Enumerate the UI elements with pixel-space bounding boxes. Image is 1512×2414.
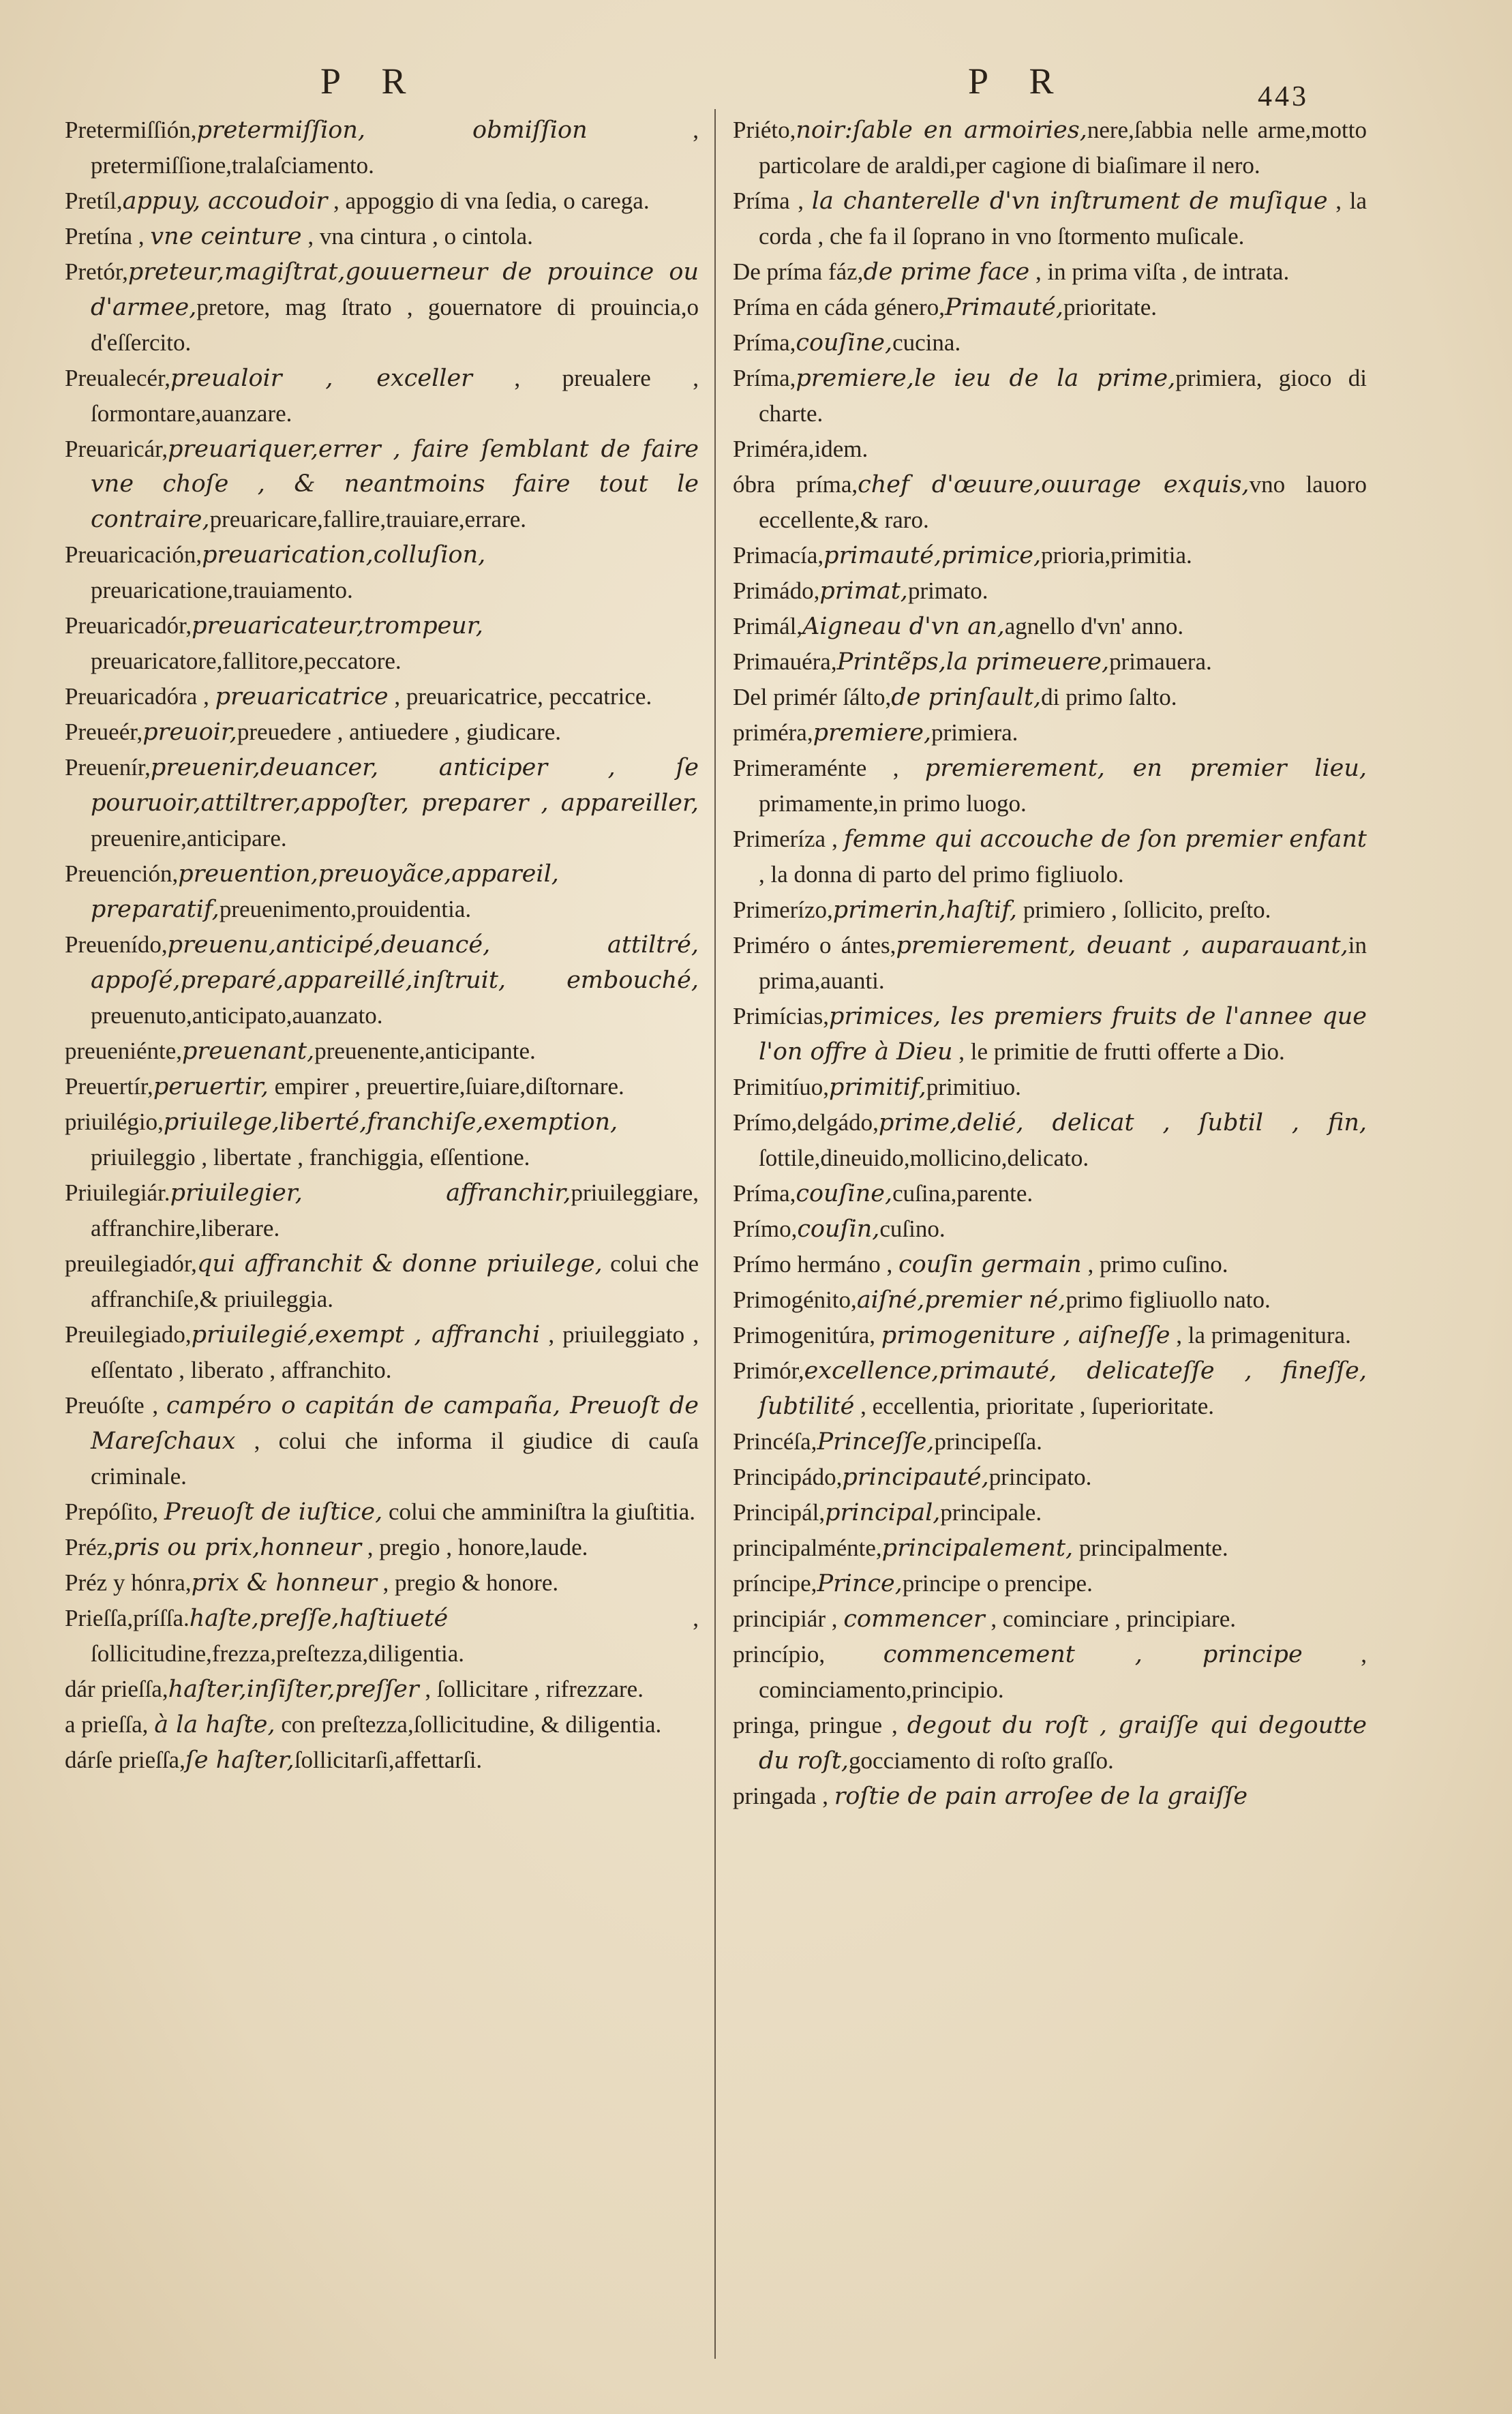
french-gloss: campéro o capitán de campaña, Preuoſt de Mareſchaux xyxy=(91,1392,699,1455)
french-gloss: couſine, xyxy=(796,329,893,357)
italian-gloss: , ſollicitudine,frezza,preſtezza,diligentia. xyxy=(91,1605,699,1667)
dictionary-entry xyxy=(733,1105,1367,1176)
french-gloss: peruertir, xyxy=(153,1073,269,1100)
dictionary-entry xyxy=(65,112,699,183)
dictionary-entry xyxy=(733,432,1367,467)
headword: Primór, xyxy=(733,1357,804,1384)
dictionary-entry xyxy=(65,1175,699,1246)
french-gloss: primauté,primice, xyxy=(823,542,1042,569)
headword: De príma fáz, xyxy=(733,258,864,285)
french-gloss: premiere, xyxy=(813,719,932,746)
italian-gloss: primiera, gioco di charte. xyxy=(759,365,1367,427)
dictionary-entry xyxy=(733,892,1367,928)
dictionary-entry xyxy=(733,1070,1367,1105)
french-gloss: primat, xyxy=(819,577,908,605)
french-gloss: primitif, xyxy=(829,1074,926,1101)
italian-gloss: colui che amminiſtra la giuſtitia. xyxy=(382,1498,695,1525)
italian-gloss: , la corda , che fa il ſoprano in vno ſtormento muſicale. xyxy=(759,187,1367,250)
french-gloss: preuoir, xyxy=(142,719,237,746)
headword: Pretína , xyxy=(65,223,151,250)
french-gloss: à la haſte, xyxy=(154,1711,275,1738)
italian-gloss: cucina. xyxy=(892,329,961,356)
italian-gloss: primitiuo. xyxy=(926,1074,1021,1100)
headword: Prepóſito, xyxy=(65,1498,164,1525)
french-gloss: preteur,magiſtrat,gouuerneur de prouince ou d'armee, xyxy=(91,258,699,321)
headword: Préz y hónra, xyxy=(65,1569,192,1596)
italian-gloss: , le primitie de frutti offerte a Dio. xyxy=(952,1038,1285,1065)
headword: Primerízo, xyxy=(733,896,833,923)
dictionary-entry xyxy=(733,1247,1367,1282)
dictionary-entry xyxy=(65,1034,699,1069)
french-gloss: de prinſault, xyxy=(891,684,1042,711)
dictionary-entry xyxy=(733,1566,1367,1601)
french-gloss: principauté, xyxy=(842,1464,989,1491)
dictionary-entry xyxy=(733,1176,1367,1211)
italian-gloss: , primo cuſino. xyxy=(1081,1251,1228,1278)
header-right: P R xyxy=(968,61,1070,102)
headword: Priméro o ántes, xyxy=(733,932,896,959)
italian-gloss: vno lauoro eccellente,& raro. xyxy=(759,471,1367,533)
dictionary-entry xyxy=(65,183,699,219)
french-gloss: prix & honneur xyxy=(191,1569,377,1597)
dictionary-entry xyxy=(733,680,1367,715)
italian-gloss: , preuaricatrice, peccatrice. xyxy=(388,683,652,710)
dictionary-entry xyxy=(65,1707,699,1742)
headword: Pretór, xyxy=(65,258,128,285)
dictionary-entry xyxy=(733,1353,1367,1424)
italian-gloss: ſottile,dineuido,mollicino,delicato. xyxy=(759,1145,1089,1171)
dictionary-entry xyxy=(65,1601,699,1672)
italian-gloss: preuenimento,prouidentia. xyxy=(219,896,472,922)
headword: príncipe, xyxy=(733,1570,817,1597)
dictionary-entry xyxy=(65,1069,699,1104)
left-column xyxy=(65,112,699,1778)
french-gloss: preuaricateur,trompeur, xyxy=(192,612,483,639)
headword: pringa, pringue , xyxy=(733,1712,907,1738)
dictionary-entry xyxy=(65,1672,699,1707)
headword: pringada , xyxy=(733,1783,834,1809)
dictionary-entry xyxy=(733,1318,1367,1353)
french-gloss: priuilege,liberté,franchiſe,exemption, xyxy=(163,1108,618,1136)
french-gloss: principalement, xyxy=(881,1535,1074,1562)
headword: Príma, xyxy=(733,365,796,391)
italian-gloss: in prima,auanti. xyxy=(759,932,1367,994)
french-gloss: haſte,preſſe,haſtiueté xyxy=(189,1605,449,1632)
headword: Príma, xyxy=(733,329,796,356)
headword: priuilégio, xyxy=(65,1108,164,1135)
french-gloss: couſin germain xyxy=(898,1251,1082,1278)
dictionary-entry xyxy=(65,219,699,254)
italian-gloss: , vna cintura , o cintola. xyxy=(301,223,533,250)
italian-gloss: ſollicitarſi,affettarſi. xyxy=(294,1747,483,1773)
italian-gloss: , pregio , honore,laude. xyxy=(361,1534,588,1560)
french-gloss: preuention,preuoyãce,appareil, preparatif, xyxy=(91,860,559,923)
french-gloss: noir:ſable en armoiries, xyxy=(796,117,1087,144)
italian-gloss: cuſina,parente. xyxy=(892,1180,1033,1207)
french-gloss: chef d'œuure,ouurage exquis, xyxy=(858,471,1250,498)
dictionary-entry xyxy=(65,1565,699,1601)
dictionary-entry xyxy=(65,1317,699,1388)
french-gloss: Printẽps,la primeuere, xyxy=(836,648,1110,676)
italian-gloss: pretore, mag ſtrato , gouernatore di prouincia,o d'eſſercito. xyxy=(91,294,699,356)
italian-gloss: principeſſa. xyxy=(934,1428,1042,1455)
headword: Príma , xyxy=(733,187,812,214)
french-gloss: preuenir,deuancer, anticiper , ſe pouruoir,attiltrer,appoſter, preparer , appareiller, xyxy=(91,754,699,817)
italian-gloss: cuſino. xyxy=(879,1216,946,1242)
headword: Preuaricadóra , xyxy=(65,683,215,710)
headword: Primádo, xyxy=(733,577,820,604)
french-gloss: de prime face xyxy=(863,258,1030,286)
dictionary-entry xyxy=(733,928,1367,999)
italian-gloss: primiero , ſollicito, preſto. xyxy=(1017,896,1271,923)
dictionary-entry xyxy=(733,1460,1367,1495)
dictionary-entry xyxy=(65,1494,699,1530)
italian-gloss: principalmente. xyxy=(1073,1535,1228,1561)
headword: Prímo hermáno , xyxy=(733,1251,899,1278)
dictionary-entry xyxy=(65,856,699,927)
french-gloss: ſe haſter, xyxy=(185,1747,294,1774)
dictionary-entry xyxy=(733,467,1367,538)
dictionary-entry xyxy=(733,751,1367,821)
french-gloss: premierement, en premier lieu, xyxy=(924,755,1367,782)
french-gloss: pris ou prix,honneur xyxy=(112,1534,361,1561)
italian-gloss: prioritate. xyxy=(1063,294,1157,320)
dictionary-entry xyxy=(733,1637,1367,1708)
italian-gloss: primamente,in primo luogo. xyxy=(759,790,1027,817)
italian-gloss: priuileggio , libertate , franchiggia, eſſentione. xyxy=(91,1144,530,1171)
dictionary-entry xyxy=(733,290,1367,325)
headword: Priméra, xyxy=(733,436,815,462)
headword: Primogénito, xyxy=(733,1286,857,1313)
headword: Preuenír, xyxy=(65,754,151,781)
column-divider xyxy=(714,109,716,2359)
italian-gloss: , la donna di parto del primo figliuolo. xyxy=(759,861,1124,888)
french-gloss: haſter,inſiſter,preſſer xyxy=(168,1676,419,1703)
italian-gloss: principale. xyxy=(940,1499,1042,1526)
french-gloss: qui affranchit & donne priuilege, xyxy=(196,1250,603,1278)
headword: principiár , xyxy=(733,1605,844,1632)
dictionary-entry xyxy=(65,432,699,537)
french-gloss: degout du roſt , graiſſe qui degoutte du roſt, xyxy=(759,1712,1367,1775)
headword: dárſe prieſſa, xyxy=(65,1747,185,1773)
headword: priméra, xyxy=(733,719,813,746)
headword: preueniénte, xyxy=(65,1038,182,1064)
dictionary-entry xyxy=(733,1424,1367,1460)
dictionary-entry xyxy=(733,1530,1367,1566)
italian-gloss: priuileggiare, affranchire,liberare. xyxy=(91,1179,699,1241)
french-gloss: Aigneau d'vn an, xyxy=(802,613,1005,640)
headword: Principádo, xyxy=(733,1464,843,1490)
french-gloss: commencer xyxy=(843,1605,985,1633)
headword: Primeraménte , xyxy=(733,755,925,781)
dictionary-entry xyxy=(65,537,699,608)
french-gloss: principal, xyxy=(825,1499,941,1526)
french-gloss: couſin, xyxy=(797,1216,880,1243)
french-gloss: preuariquer,errer , faire ſemblant de faire vne choſe , & neantmoins faire tout le contraire, xyxy=(91,436,699,533)
headword: Primícias, xyxy=(733,1003,829,1029)
french-gloss: primogeniture , aiſneſſe xyxy=(881,1322,1170,1349)
headword: Preualecér, xyxy=(65,365,171,391)
dictionary-entry xyxy=(733,1282,1367,1318)
french-gloss: pretermiſſion, obmiſſion xyxy=(196,117,588,144)
headword: Preuóſte , xyxy=(65,1392,166,1419)
dictionary-entry xyxy=(733,325,1367,361)
italian-gloss: principe o prencipe. xyxy=(902,1570,1093,1597)
dictionary-entry xyxy=(65,608,699,679)
french-gloss: couſine, xyxy=(796,1180,893,1207)
headword: Priuilegiár. xyxy=(65,1179,170,1206)
italian-gloss: di primo ſalto. xyxy=(1041,684,1177,710)
headword: dár prieſſa, xyxy=(65,1676,168,1702)
italian-gloss: , priuileggiato , eſſentato , liberato , affranchito. xyxy=(91,1321,699,1383)
right-column xyxy=(733,112,1367,1814)
headword: Preueér, xyxy=(65,719,143,745)
italian-gloss: preuenuto,anticipato,auanzato. xyxy=(91,1002,383,1029)
italian-gloss: colui che affranchiſe,& priuileggia. xyxy=(91,1250,699,1312)
italian-gloss: , ſollicitare , rifrezzare. xyxy=(419,1676,644,1702)
headword: preuilegiadór, xyxy=(65,1250,197,1277)
page-number: 443 xyxy=(1258,81,1309,112)
italian-gloss: , eccellentia, prioritate , ſuperioritate. xyxy=(854,1393,1214,1419)
italian-gloss: , colui che informa il giudice di cauſa criminale. xyxy=(91,1428,699,1490)
headword: princípio, xyxy=(733,1641,883,1668)
italian-gloss: preuaricatore,fallitore,peccatore. xyxy=(91,648,402,674)
dictionary-entry xyxy=(733,573,1367,609)
french-gloss: la chanterelle d'vn inſtrument de muſique xyxy=(811,187,1328,215)
headword: Primeríza , xyxy=(733,826,844,852)
dictionary-entry xyxy=(733,112,1367,183)
headword: óbra príma, xyxy=(733,471,858,498)
dictionary-entry xyxy=(733,183,1367,254)
french-gloss: priuilegié,exempt , affranchi xyxy=(191,1321,541,1348)
french-gloss: primices, les premiers fruits de l'annee que l'on offre à Dieu xyxy=(759,1003,1367,1066)
headword: Preuaricár, xyxy=(65,436,168,462)
dictionary-entry xyxy=(65,254,699,361)
french-gloss: excellence,primauté, delicateſſe , fineſſe, ſubtilité xyxy=(759,1357,1367,1420)
french-gloss: Princeſſe, xyxy=(817,1428,935,1455)
headword: a prieſſa, xyxy=(65,1711,155,1738)
headword: Pretermiſſión, xyxy=(65,117,197,143)
french-gloss: Preuoſt de iuſtice, xyxy=(164,1498,383,1526)
italian-gloss: preuenente,anticipante. xyxy=(314,1038,536,1064)
french-gloss: premiere,le ieu de la prime, xyxy=(796,365,1176,392)
dictionary-entry xyxy=(733,1601,1367,1637)
headword: Pretíl, xyxy=(65,187,123,214)
dictionary-entry xyxy=(65,714,699,750)
french-gloss: Prince, xyxy=(817,1570,903,1597)
italian-gloss: agnello d'vn' anno. xyxy=(1004,613,1184,639)
headword: Del primér ſálto, xyxy=(733,684,892,710)
french-gloss: preuenant, xyxy=(182,1038,315,1065)
running-header xyxy=(0,53,1512,112)
headword: Primál, xyxy=(733,613,803,639)
italian-gloss: nere,ſabbia nelle arme,motto particolare de araldi,per cagione di biaſimare il nero. xyxy=(759,117,1367,179)
italian-gloss: , pretermiſſione,tralaſciamento. xyxy=(91,117,699,179)
dictionary-entry xyxy=(733,254,1367,290)
french-gloss: appuy, accoudoir xyxy=(122,187,328,215)
headword: Primauéra, xyxy=(733,648,837,675)
dictionary-entry xyxy=(65,750,699,856)
italian-gloss: , preualere , ſormontare,auanzare. xyxy=(91,365,699,427)
italian-gloss: , appoggio di vna ſedia, o carega. xyxy=(327,187,650,214)
dictionary-entry xyxy=(65,1388,699,1494)
french-gloss: preuaricatrice xyxy=(215,683,389,710)
dictionary-entry xyxy=(65,1742,699,1778)
headword: Primacía, xyxy=(733,542,824,569)
dictionary-entry xyxy=(733,821,1367,892)
italian-gloss: gocciamento di roſto graſſo. xyxy=(849,1747,1114,1774)
italian-gloss: primato. xyxy=(907,577,988,604)
french-gloss: preuarication,colluſion, xyxy=(202,541,486,569)
headword: Préz, xyxy=(65,1534,113,1560)
italian-gloss: , in prima viſta , de intrata. xyxy=(1029,258,1290,285)
dictionary-entry xyxy=(733,999,1367,1070)
headword: Prímo,delgádo, xyxy=(733,1109,879,1136)
headword: Preuenído, xyxy=(65,931,168,958)
headword: Preuención, xyxy=(65,860,179,887)
dictionary-entry xyxy=(733,715,1367,751)
italian-gloss: preuaricatione,trauiamento. xyxy=(91,577,353,603)
headword: Príma en cáda género, xyxy=(733,294,945,320)
headword: Príma, xyxy=(733,1180,796,1207)
headword: Prieſſa,príſſa. xyxy=(65,1605,190,1631)
french-gloss: roſtie de pain arroſee de la graiſſe xyxy=(834,1783,1248,1810)
headword: Princéſa, xyxy=(733,1428,817,1455)
dictionary-entry xyxy=(733,1211,1367,1247)
dictionary-entry xyxy=(733,1495,1367,1530)
french-gloss: femme qui accouche de ſon premier enfant xyxy=(843,826,1367,853)
italian-gloss: empirer , preuertire,ſuiare,diſtornare. xyxy=(268,1073,624,1100)
dictionary-entry xyxy=(65,1530,699,1565)
italian-gloss: , la primagenitura. xyxy=(1170,1322,1351,1348)
headword: Principál, xyxy=(733,1499,826,1526)
headword: Primogenitúra, xyxy=(733,1322,881,1348)
dictionary-entry xyxy=(65,927,699,1034)
dictionary-entry xyxy=(733,538,1367,573)
dictionary-entry xyxy=(733,1779,1367,1814)
french-gloss: primerin,haſtif, xyxy=(832,896,1018,924)
dictionary-entry xyxy=(733,644,1367,680)
headword: Preuaricadór, xyxy=(65,612,192,639)
french-gloss: aiſné,premier né, xyxy=(856,1286,1066,1314)
dictionary-entry xyxy=(65,679,699,714)
headword: Preuilegiado, xyxy=(65,1321,192,1348)
italian-gloss: preuedere , antiuedere , giudicare. xyxy=(237,719,562,745)
italian-gloss: primiera. xyxy=(931,719,1018,746)
dictionary-entry xyxy=(65,361,699,432)
header-left: P R xyxy=(320,61,423,102)
french-gloss: preuenu,anticipé,deuancé, attiltré, appoſé,preparé,appareillé,inſtruit, embouché, xyxy=(91,931,699,994)
dictionary-entry xyxy=(733,361,1367,432)
headword: Preuertír, xyxy=(65,1073,153,1100)
dictionary-entry xyxy=(733,1708,1367,1779)
headword: Primitíuo, xyxy=(733,1074,829,1100)
italian-gloss: , cominciamento,principio. xyxy=(759,1641,1367,1703)
dictionary-entry xyxy=(65,1104,699,1175)
french-gloss: preualoir , exceller xyxy=(170,365,472,392)
headword: Prímo, xyxy=(733,1216,798,1242)
french-gloss: vne ceinture xyxy=(150,223,302,250)
italian-gloss: preuenire,anticipare. xyxy=(91,825,287,851)
italian-gloss: primauera. xyxy=(1109,648,1212,675)
headword: principalménte, xyxy=(733,1535,882,1561)
headword: Priéto, xyxy=(733,117,796,143)
italian-gloss: , cominciare , principiare. xyxy=(984,1605,1236,1632)
dictionary-entry xyxy=(65,1246,699,1317)
italian-gloss: primo figliuollo nato. xyxy=(1065,1286,1271,1313)
italian-gloss: , pregio & honore. xyxy=(376,1569,559,1596)
italian-gloss: idem. xyxy=(814,436,868,462)
italian-gloss: preuaricare,fallire,trauiare,errare. xyxy=(209,506,527,532)
italian-gloss: principato. xyxy=(988,1464,1092,1490)
dictionary-entry xyxy=(733,609,1367,644)
french-gloss: priuilegier, affranchir, xyxy=(170,1179,571,1207)
italian-gloss: prioria,primitia. xyxy=(1041,542,1192,569)
french-gloss: Primauté, xyxy=(944,294,1063,321)
italian-gloss: con preſtezza,ſollicitudine, & diligentia. xyxy=(275,1711,662,1738)
french-gloss: commencement , principe xyxy=(883,1641,1303,1668)
headword: Preuaricación, xyxy=(65,541,202,568)
french-gloss: prime,delié, delicat , ſubtil , fin, xyxy=(878,1109,1367,1136)
french-gloss: premierement, deuant , auparauant, xyxy=(896,932,1348,959)
